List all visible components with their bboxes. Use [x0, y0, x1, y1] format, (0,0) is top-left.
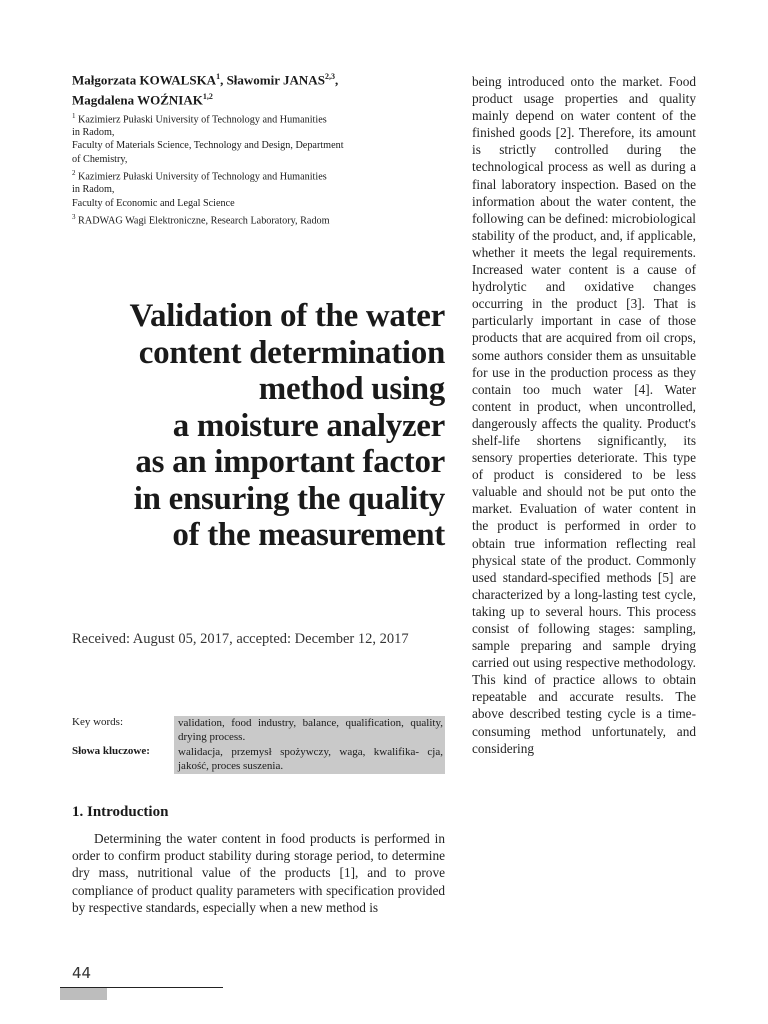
keywords-pl: [72, 745, 445, 774]
received-date: Received: August 05, 2017, accepted: December 12, 2017: [72, 631, 409, 647]
author-block: [72, 68, 445, 227]
authors-line: Małgorzata KOWALSKA$^1$, Sławomir JANAS$^{2,3}$, Magdalena WOŹNIAK$^{1,2}$: [72, 72, 339, 108]
affiliation-2: $^2$ Kazimierz Pułaski University of Technology and Humanities in Radom, Faculty of Economic and Legal Science: [72, 168, 327, 209]
article-title: Validation of the water content determination method using a moisture analyzer as an important factor in ensuring the quality of the measurement: [129, 298, 445, 553]
page-number: 44: [72, 964, 92, 982]
author-1: Małgorzata KOWALSKA: [72, 72, 217, 88]
keywords-en-label: Key words:: [72, 716, 124, 728]
keywords-pl-value: walidacja, przemysł spożywczy, waga, kwalifika- cja, jakość, proces suszenia.: [174, 745, 445, 774]
keywords-en: [72, 716, 445, 745]
footer-block: [60, 988, 107, 1000]
keywords-en-value: validation, food industry, balance, qualification, quality, drying process.: [174, 716, 445, 745]
affiliation-1: $^1$ Kazimierz Pułaski University of Technology and Humanities in Radom, Faculty of Materials Science, Technology and Design, Department of Chemistry,: [72, 111, 344, 165]
section-heading: 1. Introduction: [72, 804, 169, 820]
author-3: Magdalena WOŹNIAK: [72, 92, 203, 108]
affiliation-3: $^3$ RADWAG Wagi Elektroniczne, Research Laboratory, Radom: [72, 212, 330, 227]
author-2: Sławomir JANAS: [226, 72, 325, 88]
intro-paragraph: Determining the water content in food products is performed in order to confirm product stability during storage period, to determine dry mass, nutritional value of the products [1], and to prove compliance of product quality parameters with specification provided by respective standards, especially when a new method is: [72, 831, 445, 915]
keywords-pl-label: Słowa kluczowe:: [72, 745, 150, 758]
right-column-text: being introduced onto the market. Food product usage properties and quality mainly depend on water content of the finished goods [2]. Therefore, its amount is strictly controlled during the technological process as well as during a final laboratory inspection. Based on the information about the water content, the following can be defined: microbiological stability of the product, and, if applicable, whether it meets the legal requirements. Increased water content is a cause of hydrolytic and oxidative changes occurring in the product [3]. That is particularly important in case of those products that are acquired from oil crops, some authors consider them as unsuitable for use in the production process as they contain too much water [4]. Water content in product, when uncontrolled, dangerously affects the quality. Product's shelf-life shortens significantly, its sensory properties deteriorate. This type of product is considered to be less valuable and should not be put onto the market. Evaluation of water content in the product is performed in order to obtain true information reflecting real physical state of the product. Commonly used standard-specified methods [5] are characterized by a long-lasting test cycle, taking up to several hours. This process consist of following stages: sampling, sample preparing and sample drying carried out using respective methodology. This kind of practice allows to obtain repeatable and accurate results. The above described testing cycle is a time-consuming method unfortunately, and considering: [472, 74, 696, 756]
keywords-block: [72, 716, 445, 774]
